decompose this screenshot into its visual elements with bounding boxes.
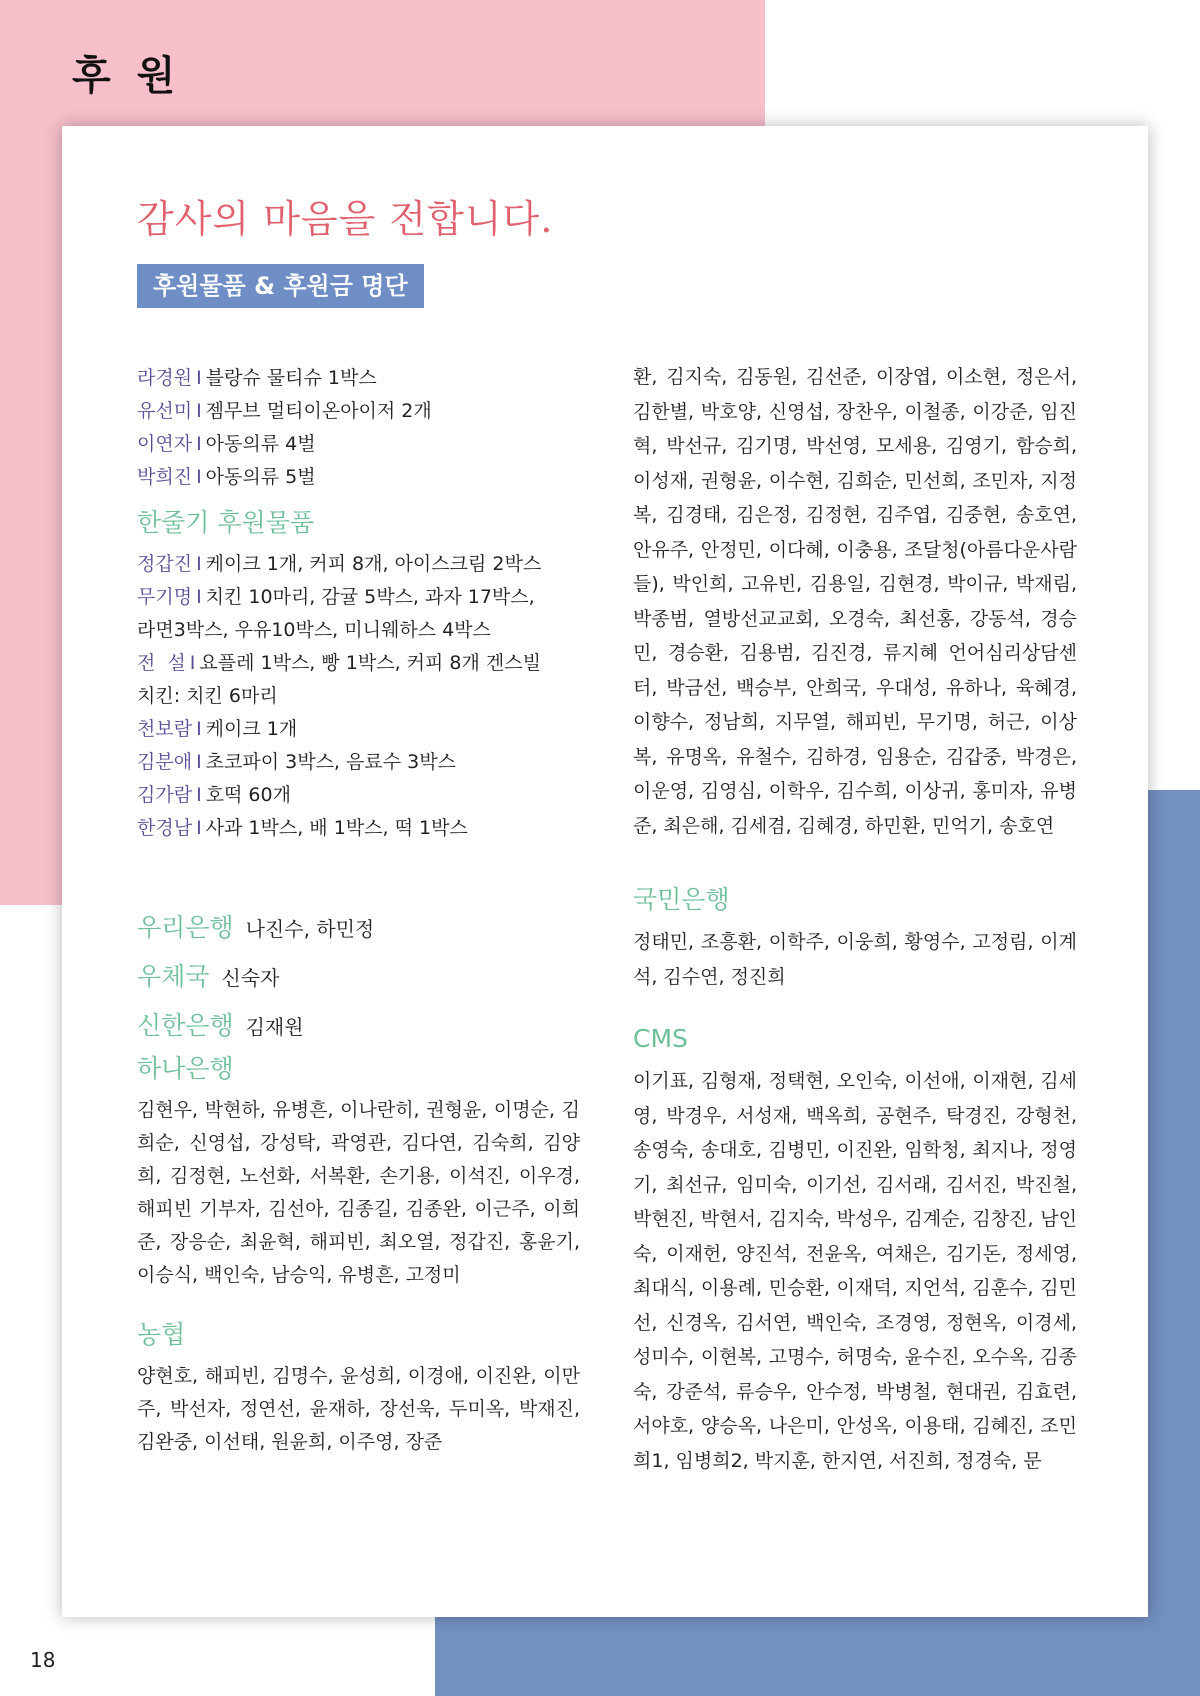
donation-row: 라경원 I 블랑슈 물티슈 1박스 (137, 367, 377, 389)
hanjulgi-row: 전 설 I 요플레 1박스, 빵 1박스, 커피 8개 겐스빌 (137, 652, 541, 674)
bank-row-woori: 우리은행 나진수, 하민정 (137, 913, 375, 942)
page-header-title: 후 원 (72, 53, 182, 99)
hanjulgi-row: 김분애 I 초코파이 3박스, 음료수 3박스 (137, 751, 456, 773)
hanjulgi-row: 김가람 I 호떡 60개 (137, 784, 291, 806)
nonghyup-donors-right: 환, 김지숙, 김동원, 김선준, 이장엽, 이소현, 정은서, 김한별, 박호양, 신영섭, 장찬우, 이철종, 이강준, 임진혁, 박선규, 김기명, 박선영, 모세용, 김영기, 함승희, 이성재, 권형윤, 이수현, 김희순, 민선희, 조민자, 지정복, 김경태, 김은정, 김정현, 김주엽, 김중현, 송호연, 안유주, 안정민, 이다혜, 이충용, 조달청(아름다운사람들), 박인희, 고유빈, 김용일, 김현경, 박이규, 박재림, 박종범, 열방선교교회, 오경숙, 최선홍, 강동석, 경승민, 경승환, 김용범, 김진경, 류지혜 언어심리상담센터, 박금선, 백승부, 안희국, 우대성, 유하나, 육혜경, 이향수, 정남희, 지무열, 해피빈, 무기명, 허근, 이상복, 유명옥, 유철수, 김하경, 임용순, 김갑중, 박경은, 이운영, 김영심, 이학우, 김수희, 이상귀, 홍미자, 유병준, 최은해, 김세겸, 김혜경, 하민환, 민억기, 송호연 (633, 366, 1077, 837)
hanjulgi-heading: 한줄기 후원물품 (137, 508, 314, 537)
hana-heading: 하나은행 (137, 1054, 234, 1083)
hanjulgi-list (137, 548, 580, 845)
section-banner: 후원물품 & 후원금 명단 (137, 264, 424, 308)
hanjulgi-row: 한경남 I 사과 1박스, 배 1박스, 떡 1박스 (137, 817, 468, 839)
kookmin-heading: 국민은행 (633, 885, 730, 914)
cms-heading: CMS (633, 1024, 688, 1053)
donation-row: 유선미 I 젬무브 멀티이온아이저 2개 (137, 400, 432, 422)
page-number: 18 (30, 1648, 56, 1672)
hanjulgi-row-continued: 라면3박스, 우유10박스, 미니웨하스 4박스 (137, 619, 491, 641)
hana-donors: 김현우, 박현하, 유병흔, 이나란히, 권형윤, 이명순, 김희순, 신영섭, 강성탁, 곽영관, 김다연, 김숙희, 김양희, 김정현, 노선화, 서복환, 손기용, 이석진, 이우경, 해피빈 기부자, 김선아, 김종길, 김종완, 이근주, 이희준, 장응순, 최윤혁, 해피빈, 최오열, 정갑진, 홍윤기, 이승식, 백인숙, 남승익, 유병흔, 고정미 (137, 1099, 580, 1286)
hanjulgi-row-continued: 치킨: 치킨 6마리 (137, 685, 278, 707)
bank-row-shinhan: 신한은행 김재원 (137, 1011, 304, 1040)
donation-list (137, 362, 580, 494)
cms-donors: 이기표, 김형재, 정택현, 오인숙, 이선애, 이재현, 김세영, 박경우, 서성재, 백옥희, 공현주, 탁경진, 강형천, 송영숙, 송대호, 김병민, 이진완, 임학청, 최지나, 정영기, 최선규, 임미숙, 이기선, 김서래, 김서진, 박진철, 박현진, 박현서, 김지숙, 박성우, 김계순, 김창진, 남인숙, 이재헌, 양진석, 전윤옥, 여채은, 김기돈, 정세영, 최대식, 이용례, 민승환, 이재덕, 지언석, 김훈수, 김민선, 신경옥, 김서연, 백인숙, 조경영, 정현옥, 이경세, 성미수, 이현복, 고명수, 허명숙, 윤수진, 오수옥, 김종숙, 강준석, 류승우, 안수정, 박병철, 현대권, 김효련, 서야호, 양승옥, 나은미, 안성옥, 이용태, 김혜진, 조민희1, 임병희2, 박지훈, 한지연, 서진희, 정경숙, 문 (633, 1070, 1077, 1472)
left-column (137, 362, 580, 1459)
nonghyup-donors-left: 양현호, 해피빈, 김명수, 윤성희, 이경애, 이진완, 이만주, 박선자, 정연선, 윤재하, 장선욱, 두미옥, 박재진, 김완중, 이선태, 원윤희, 이주영, 장준 (137, 1365, 580, 1453)
donation-row: 박희진 I 아동의류 5벌 (137, 466, 316, 488)
hanjulgi-row: 정갑진 I 케이크 1개, 커피 8개, 아이스크림 2박스 (137, 553, 542, 575)
bank-row-post: 우체국 신숙자 (137, 962, 280, 991)
main-title: 감사의 마음을 전합니다. (137, 197, 554, 241)
kookmin-donors: 정태민, 조흥환, 이학주, 이웅희, 황영수, 고정림, 이계석, 김수연, 정진희 (633, 931, 1077, 988)
right-column (633, 360, 1077, 1478)
hanjulgi-row: 무기명 I 치킨 10마리, 감귤 5박스, 과자 17박스, (137, 586, 535, 608)
hanjulgi-row: 천보람 I 케이크 1개 (137, 718, 298, 740)
nonghyup-heading: 농협 (137, 1320, 186, 1349)
donation-row: 이연자 I 아동의류 4벌 (137, 433, 316, 455)
